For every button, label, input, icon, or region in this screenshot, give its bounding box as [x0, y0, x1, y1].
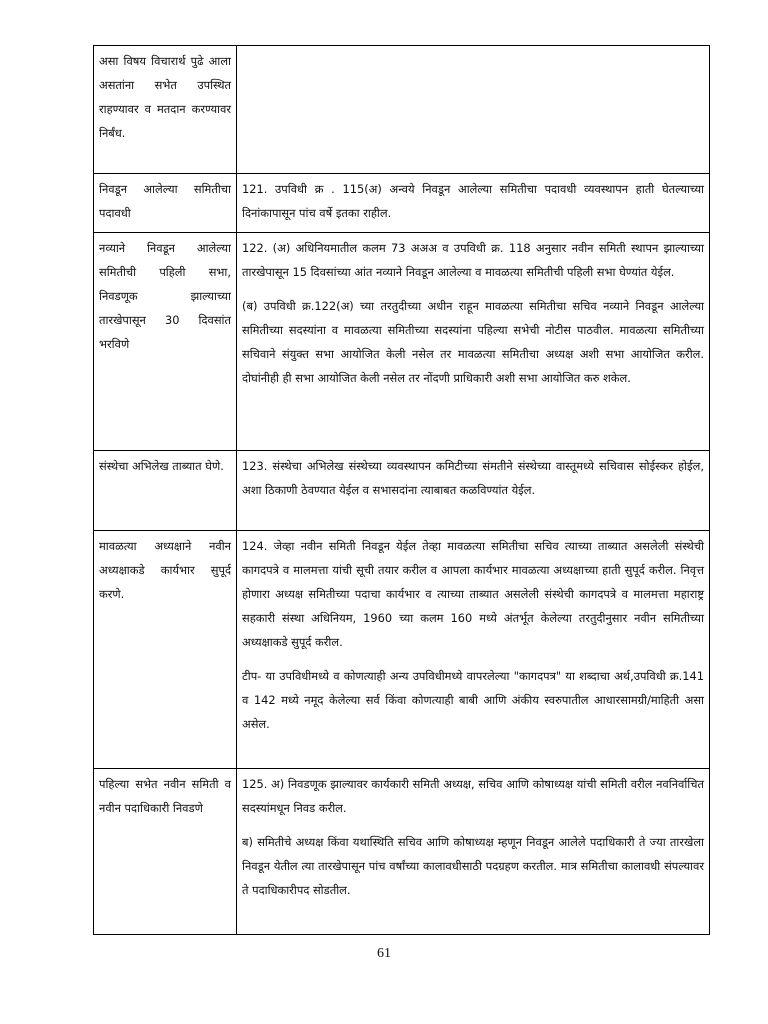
row-heading: संस्थेचा अभिलेख ताब्यात घेणे. — [94, 451, 237, 531]
row-content — [237, 174, 710, 233]
table-row — [94, 46, 710, 174]
row-content — [237, 769, 710, 935]
table-row — [94, 174, 710, 233]
paragraph: 125. अ) निवडणूक झाल्यावर कार्यकारी समिती अध्यक्ष, सचिव आणि कोषाध्यक्ष यांची समिती वरील नवनिर्वाचित सदस्यांमधून निवड करील. — [242, 777, 704, 815]
row-heading: निवडून आलेल्या समितीचा पदावधी — [94, 174, 237, 233]
row-content — [237, 531, 710, 769]
table-row — [94, 531, 710, 769]
paragraph: 121. उपविधी क्र . 115(अ) अन्वये निवडून आलेल्या समितीचा पदावधी व्यवस्थापन हाती घेतल्याच्या दिनांकापासून पांच वर्षे इतका राहील. — [242, 182, 704, 220]
paragraph: 122. (अ) अधिनियमातील कलम 73 अअअ व उपविधी क्र. 118 अनुसार नवीन समिती स्थापन झाल्याच्या तारखेपासून 15 दिवसांच्या आंत नव्याने निवडून आलेल्या व मावळत्या समितीची पहिली सभा घेण्यांत येईल. — [242, 241, 704, 279]
row-heading: पहिल्या सभेत नवीन समिती व नवीन पदाधिकारी निवडणे — [94, 769, 237, 935]
bylaws-table — [93, 45, 710, 935]
row-heading: असा विषय विचारार्थ पुढे आला असतांना सभेत उपस्थित राहण्यावर व मतदान करण्यावर निर्बंध. — [94, 46, 237, 174]
paragraph: 124. जेव्हा नवीन समिती निवडून येईल तेव्हा मावळत्या समितीचा सचिव त्याच्या ताब्यात असलेली संस्थेची कागदपत्रे व मालमत्ता यांची सूची तयार करील व आपला कार्यभार मावळत्या अध्यक्षाच्या हाती सुपूर्द करील. निवृत्त होणारा अध्यक्ष समितीच्या पदाचा कार्यभार व त्याच्या ताब्यात असलेली संस्थेची कागदपत्रे व मालमत्ता महाराष्ट्र सहकारी संस्था अधिनियम, 1960 च्या कलम 160 मध्ये अंतर्भूत केलेल्या तरतुदीनुसार नवीन समितीच्या अध्यक्षाकडे सुपूर्द करील. — [242, 539, 704, 649]
paragraph: ब) समितीचे अध्यक्ष किंवा यथास्थिति सचिव आणि कोषाध्यक्ष म्हणून निवडून आलेले पदाधिकारी ते ज्या तारखेला निवडून येतील त्या तारखेपासून पांच वर्षांच्या कालावधीसाठी पदग्रहण करतील. मात्र समितीचा कालावधी संपल्यावर ते पदाधिकारीपद सोडतील. — [242, 835, 704, 897]
paragraph: (ब) उपविधी क्र.122(अ) च्या तरतुदीच्या अधीन राहून मावळत्या समितीचा सचिव नव्याने निवडून आलेल्या समितीच्या सदस्यांना व मावळत्या समितीच्या सदस्यांना पहिल्या सभेची नोटीस पाठवील. मावळत्या समितीच्या सचिवाने संयुक्त सभा आयोजित केली नसेल तर मावळत्या समितीचा अध्यक्ष अशी सभा आयोजित करील. दोघांनीही ही सभा आयोजित केली नसेल तर नोंदणी प्राधिकारी अशी सभा आयोजित करु शकेल. — [242, 299, 704, 385]
note-paragraph: टीप- या उपविधीमध्ये व कोणत्याही अन्य उपविधीमध्ये वापरलेल्या "कागदपत्र" या शब्दाचा अर्थ,उपविधी क्र.141 व 142 मध्ये नमूद केलेल्या सर्व किंवा कोणत्याही बाबी आणि अंकीय स्वरुपातील आधारसामग्री/माहिती असा असेल. — [242, 669, 704, 731]
row-heading: मावळत्या अध्यक्षाने नवीन अध्यक्षाकडे कार्यभार सुपूर्द करणे. — [94, 531, 237, 769]
page-number: 61 — [377, 946, 391, 961]
row-content — [237, 46, 710, 174]
row-heading: नव्याने निवडून आलेल्या समितीची पहिली सभा, निवडणूक झाल्याच्या तारखेपासून 30 दिवसांत भरविणे — [94, 233, 237, 451]
row-content — [237, 233, 710, 451]
row-content — [237, 451, 710, 531]
paragraph: 123. संस्थेचा अभिलेख संस्थेच्या व्यवस्थापन कमिटीच्या संमतीने संस्थेच्या वास्तूमध्ये सचिवास सोईस्कर होईल, अशा ठिकाणी ठेवण्यात येईल व सभासदांना त्याबाबत कळविण्यांत येईल. — [242, 459, 704, 497]
table-row — [94, 233, 710, 451]
table-row — [94, 451, 710, 531]
table-row — [94, 769, 710, 935]
